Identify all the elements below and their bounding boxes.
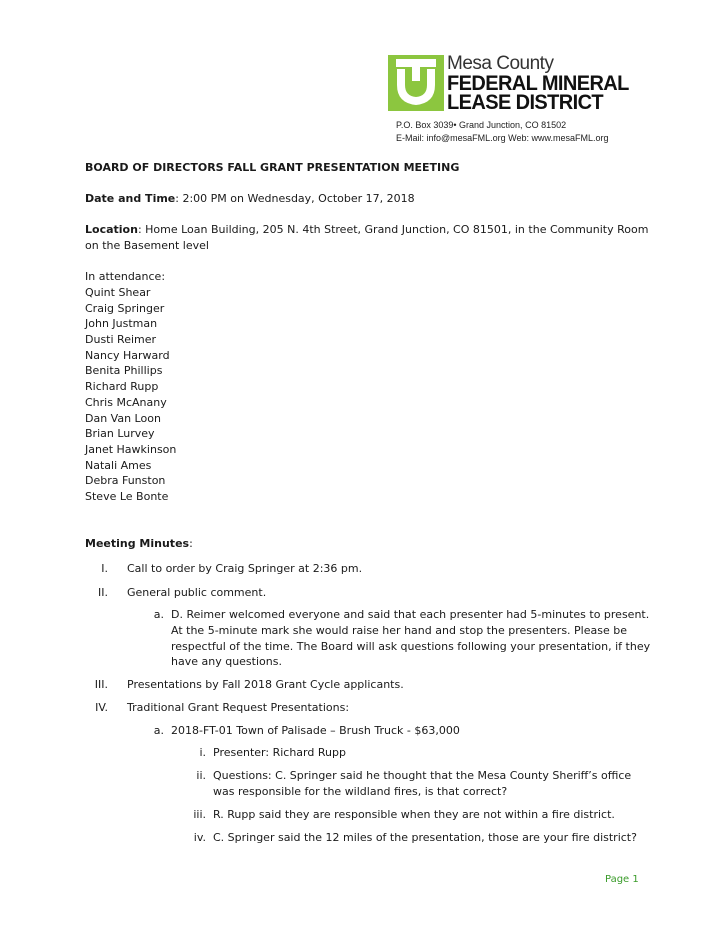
attendee-name: Nancy Harward [85,349,170,362]
item-number: III. [94,678,108,691]
minutes-colon: : [189,537,193,550]
location-line-2: on the Basement level [85,239,209,252]
sub-item-text: At the 5-minute mark she would raise her hand and stop the presenters. Please be [171,624,627,637]
contact-line: E-Mail: info@mesaFML.org Web: www.mesaFML.org [396,133,609,143]
sub-item-letter: a. [153,608,164,621]
item-text: Call to order by Craig Springer at 2:36 pm. [127,562,363,575]
attendee-name: Dan Van Loon [85,412,161,425]
attendee-name: Steve Le Bonte [85,490,169,503]
attendee-name: Quint Shear [85,286,151,299]
location-value: : Home Loan Building, 205 N. 4th Street, Grand Junction, CO 81501, in the Community Room [137,223,649,236]
logo-line-2: LEASE DISTRICT [447,90,604,115]
date-time-label: Date and Time [85,192,176,205]
sub-item-text: D. Reimer welcomed everyone and said that each presenter had 5-minutes to present. [171,608,650,621]
attendee-name: Craig Springer [85,302,165,315]
roman-item-text: R. Rupp said they are responsible when they are not within a fire district. [213,808,615,821]
attendee-name: Natali Ames [85,459,152,472]
minutes-heading [85,537,193,551]
sub-item-text: 2018-FT-01 Town of Palisade – Brush Truck - $63,000 [171,724,460,737]
item-number: IV. [95,701,108,714]
roman-item-number: iv. [193,831,206,844]
attendee-name: Brian Lurvey [85,427,155,440]
item-text: Traditional Grant Request Presentations: [127,701,350,714]
minutes-label: Meeting Minutes [85,537,190,550]
item-text: General public comment. [127,586,267,599]
roman-item-number: i. [199,746,206,759]
attendee-name: John Justman [85,317,158,330]
logo-line-1: FEDERAL MINERAL [447,71,629,96]
attendee-name: Richard Rupp [85,380,159,393]
attendance-label: In attendance: [85,270,166,283]
roman-item-number: iii. [193,808,206,821]
location-label: Location [85,223,138,236]
roman-item-number: ii. [196,769,206,782]
date-time-line [85,192,415,206]
roman-item-text: Presenter: Richard Rupp [213,746,346,759]
item-text: Presentations by Fall 2018 Grant Cycle applicants. [127,678,404,691]
logo-county-text: Mesa County [447,53,554,74]
roman-item-text: C. Springer said the 12 miles of the presentation, those are your fire district? [213,831,637,844]
sub-item-letter: a. [153,724,164,737]
date-time-value: : 2:00 PM on Wednesday, October 17, 2018 [175,192,415,205]
attendee-name: Chris McAnany [85,396,167,409]
district-logo [388,53,629,115]
roman-item-text: Questions: C. Springer said he thought that the Mesa County Sheriff’s office [213,769,632,782]
page-number: Page 1 [605,874,639,885]
attendee-name: Dusti Reimer [85,333,157,346]
attendee-name: Debra Funston [85,474,166,487]
sub-item-text: have any questions. [171,655,282,668]
document-title: BOARD OF DIRECTORS FALL GRANT PRESENTATION MEETING [85,161,460,174]
item-number: II. [98,586,108,599]
sub-item-text: respectful of the time. The Board will ask questions following your presentation, if they [171,640,651,653]
attendee-name: Janet Hawkinson [85,443,177,456]
item-number: I. [101,562,108,575]
attendee-name: Benita Phillips [85,364,163,377]
address-line: P.O. Box 3039• Grand Junction, CO 81502 [396,120,567,130]
location-line [85,223,648,237]
roman-item-text: was responsible for the wildland fires, is that correct? [213,785,508,798]
logo-mark-icon [388,55,444,111]
